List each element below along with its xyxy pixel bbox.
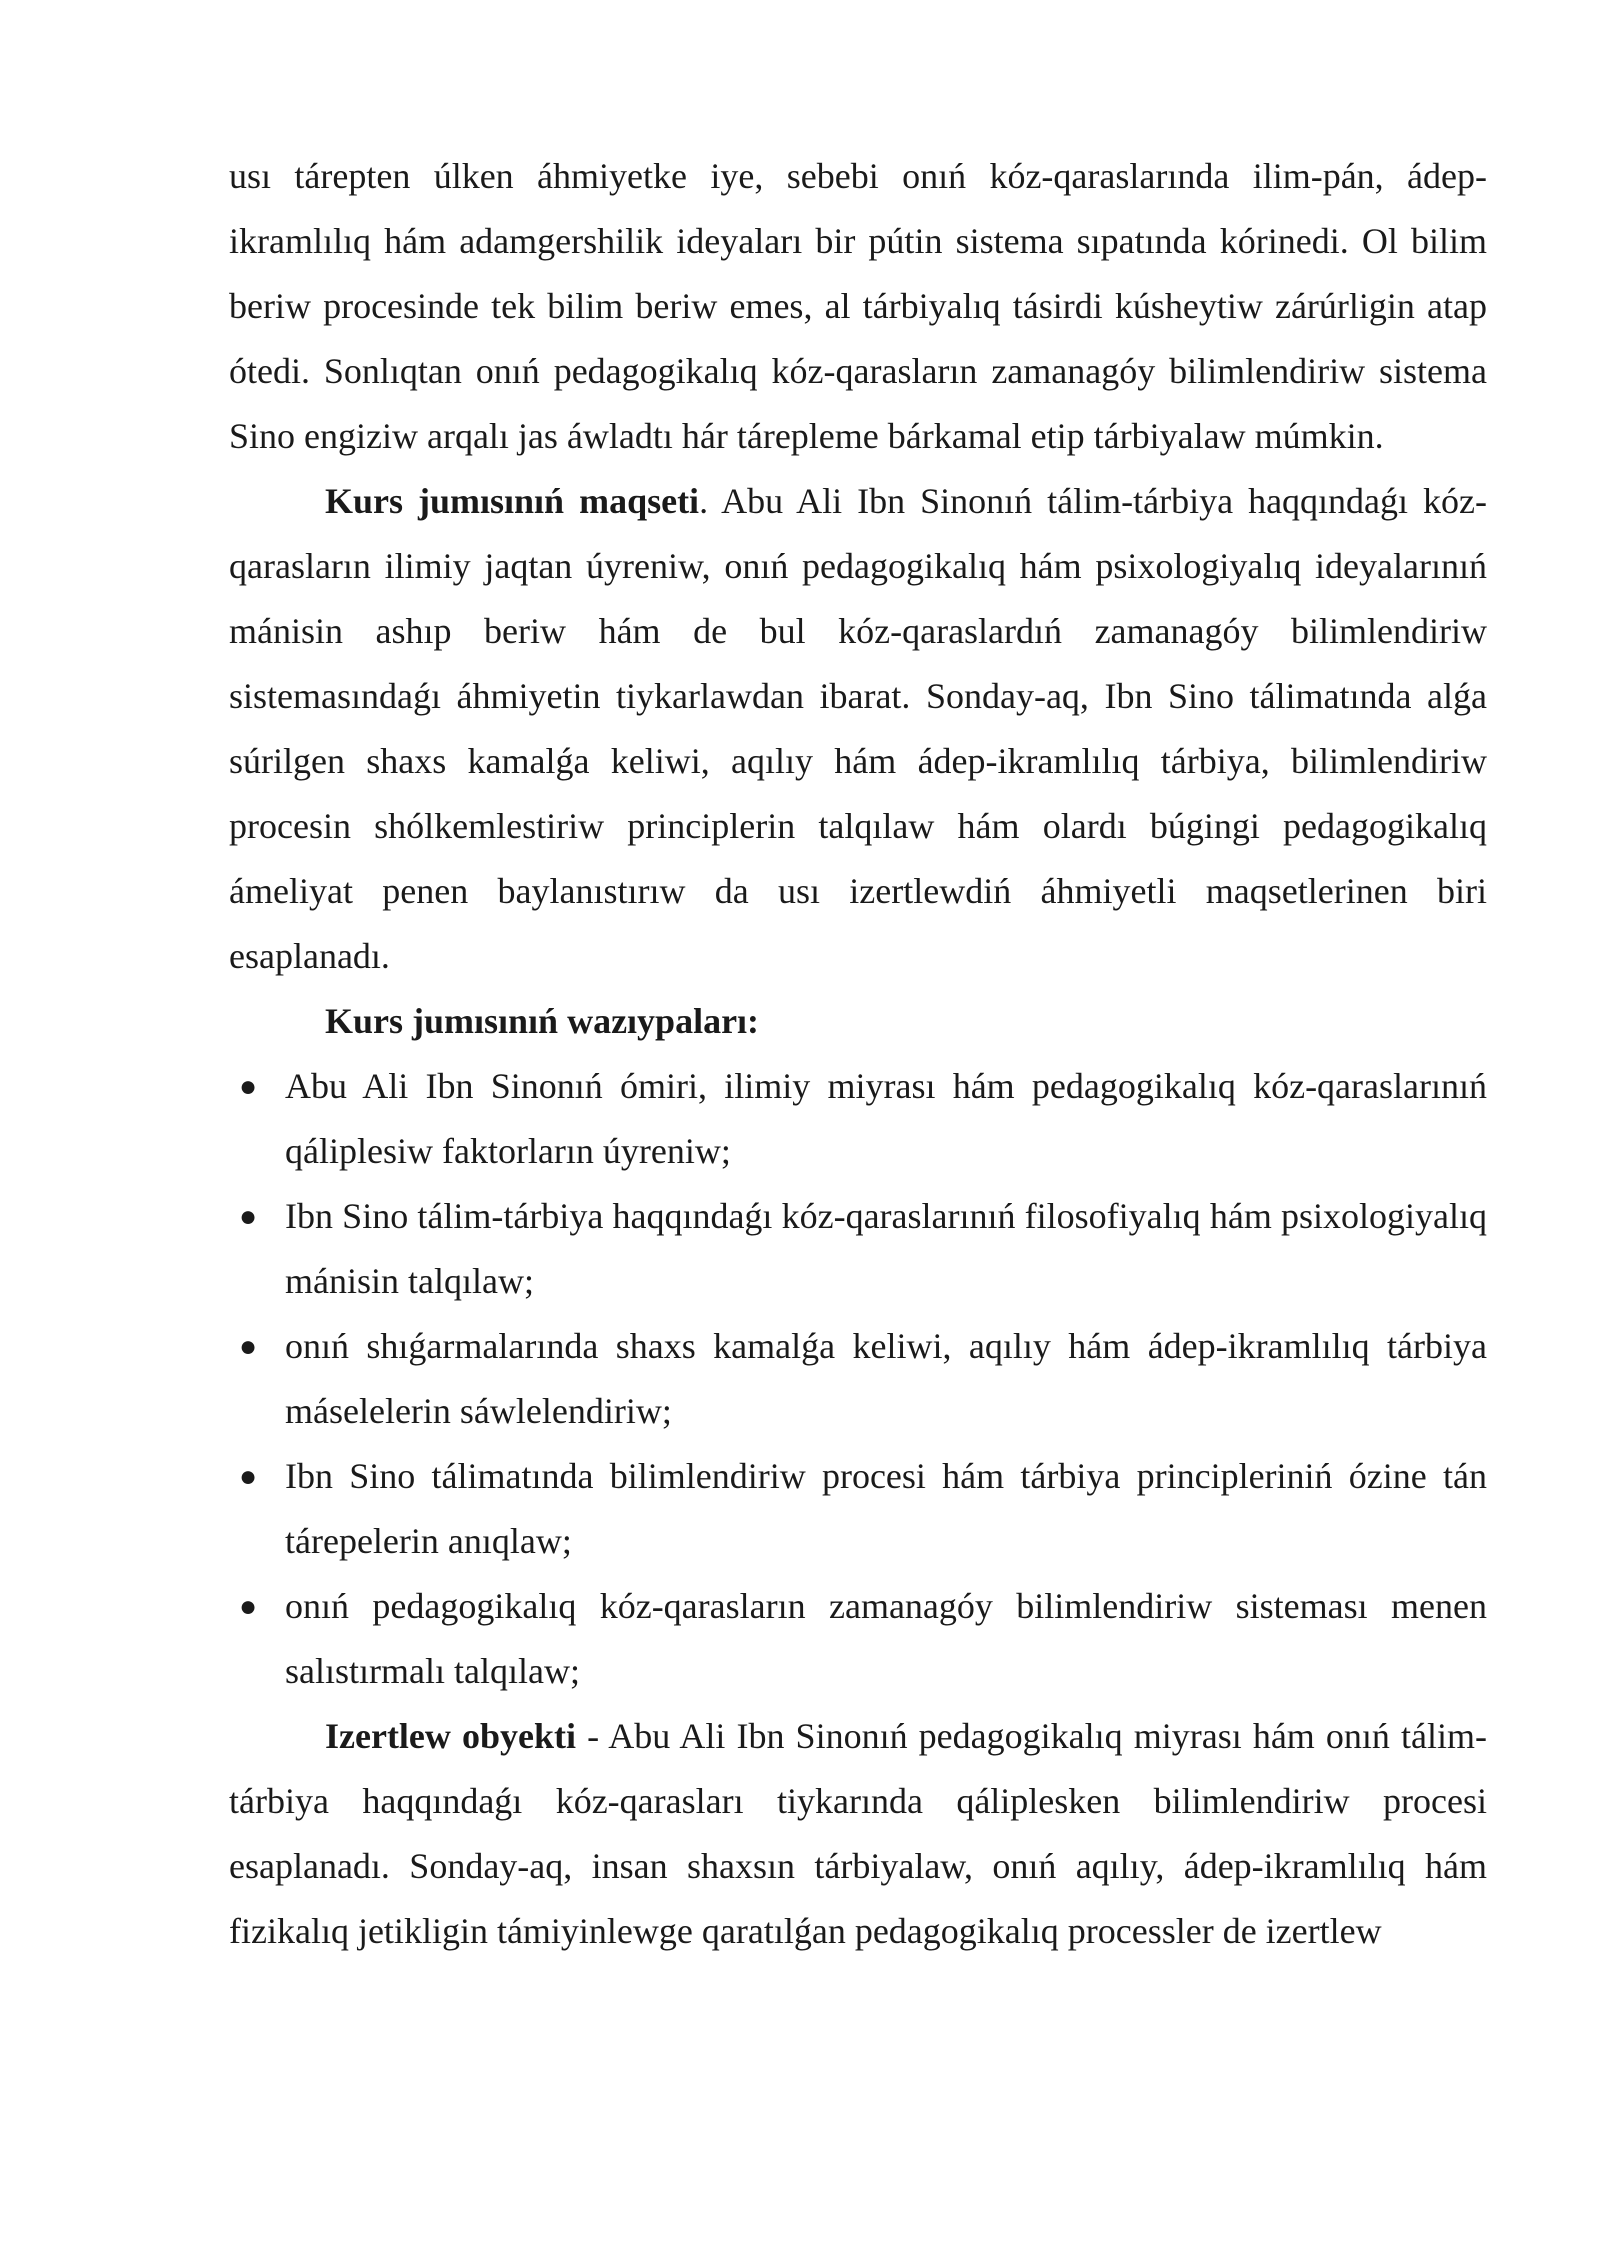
list-item-text: Ibn Sino tálim-tárbiya haqqındaǵı kóz-qaraslarınıń filosofiyalıq hám psixologiyalıq mánisin talqılaw; — [285, 1196, 1487, 1301]
goal-text: . Abu Ali Ibn Sinonıń tálim-tárbiya haqqındaǵı kóz-qarasların ilimiy jaqtan úyreniw, onıń pedagogikalıq hám psixologiyalıq ideyalarınıń mánisin ashıp beriw hám de bul kóz-qaraslardıń zamanagóy bilimlendiriw sistemasındaǵı áhmiyetin tiykarlawdan ibarat. Sonday-aq, Ibn Sino tálimatında alǵa súrilgen shaxs kamalǵa keliwi, aqılıy hám ádep-ikramlılıq tárbiya, bilimlendiriw procesin shólkemlestiriw principlerin talqılaw hám olardı búgingi pedagogikalıq ámeliyat penen baylanıstırıw da usı izertlewdiń áhmiyetli maqsetlerinen biri esaplanadı. — [229, 481, 1487, 976]
bullet-icon: ● — [239, 1070, 258, 1103]
document-page — [229, 144, 1487, 1964]
list-item — [229, 1054, 1487, 1184]
object-label: Izertlew obyekti — [325, 1716, 577, 1756]
intro-paragraph: usı tárepten úlken áhmiyetke iye, sebebi onıń kóz-qaraslarında ilim-pán, ádep-ikramlılıq hám adamgershilik ideyaları bir pútin sistema sıpatında kórinedi. Ol bilim beriw procesinde tek bilim beriw emes, al tárbiyalıq tásirdi kúsheytiw zárúrligin atap ótedi. Sonlıqtan onıń pedagogikalıq kóz-qarasların zamanagóy bilimlendiriw sistema Sino engiziw arqalı jas áwladtı hár tárepleme bárkamal etip tárbiyalaw múmkin. — [229, 156, 1487, 456]
list-item-text: Ibn Sino tálimatında bilimlendiriw procesi hám tárbiya principleriniń ózine tán tárepelerin anıqlaw; — [285, 1456, 1487, 1561]
goal-label: Kurs jumısınıń maqseti — [325, 481, 700, 521]
bullet-icon: ● — [239, 1330, 258, 1363]
list-item — [229, 1184, 1487, 1314]
bullet-icon: ● — [239, 1460, 258, 1493]
list-item-text: onıń pedagogikalıq kóz-qarasların zamanagóy bilimlendiriw sisteması menen salıstırmalı talqılaw; — [285, 1586, 1487, 1691]
bullet-icon: ● — [239, 1200, 258, 1233]
list-item — [229, 1444, 1487, 1574]
list-item — [229, 1314, 1487, 1444]
bullet-icon: ● — [239, 1590, 258, 1623]
tasks-list — [229, 1054, 1487, 1704]
list-item-text: onıń shıǵarmalarında shaxs kamalǵa keliwi, aqılıy hám ádep-ikramlılıq tárbiya máselelerin sáwlelendiriw; — [285, 1326, 1487, 1431]
object-paragraph — [229, 1704, 1487, 1964]
list-item — [229, 1574, 1487, 1704]
goal-paragraph — [229, 469, 1487, 989]
object-text: - Abu Ali Ibn Sinonıń pedagogikalıq miyrası hám onıń tálim-tárbiya haqqındaǵı kóz-qarasları tiykarında qáliplesken bilimlendiriw procesi esaplanadı. Sonday-aq, insan shaxsın tárbiyalaw, onıń aqılıy, ádep-ikramlılıq hám fizikalıq jetikligin támiyinlewge qaratılǵan pedagogikalıq processler de izertlew — [229, 1716, 1487, 1951]
list-item-text: Abu Ali Ibn Sinonıń ómiri, ilimiy miyrası hám pedagogikalıq kóz-qaraslarınıń qáliplesiw faktorların úyreniw; — [285, 1066, 1487, 1171]
tasks-heading: Kurs jumısınıń wazıypaları: — [325, 1001, 760, 1041]
